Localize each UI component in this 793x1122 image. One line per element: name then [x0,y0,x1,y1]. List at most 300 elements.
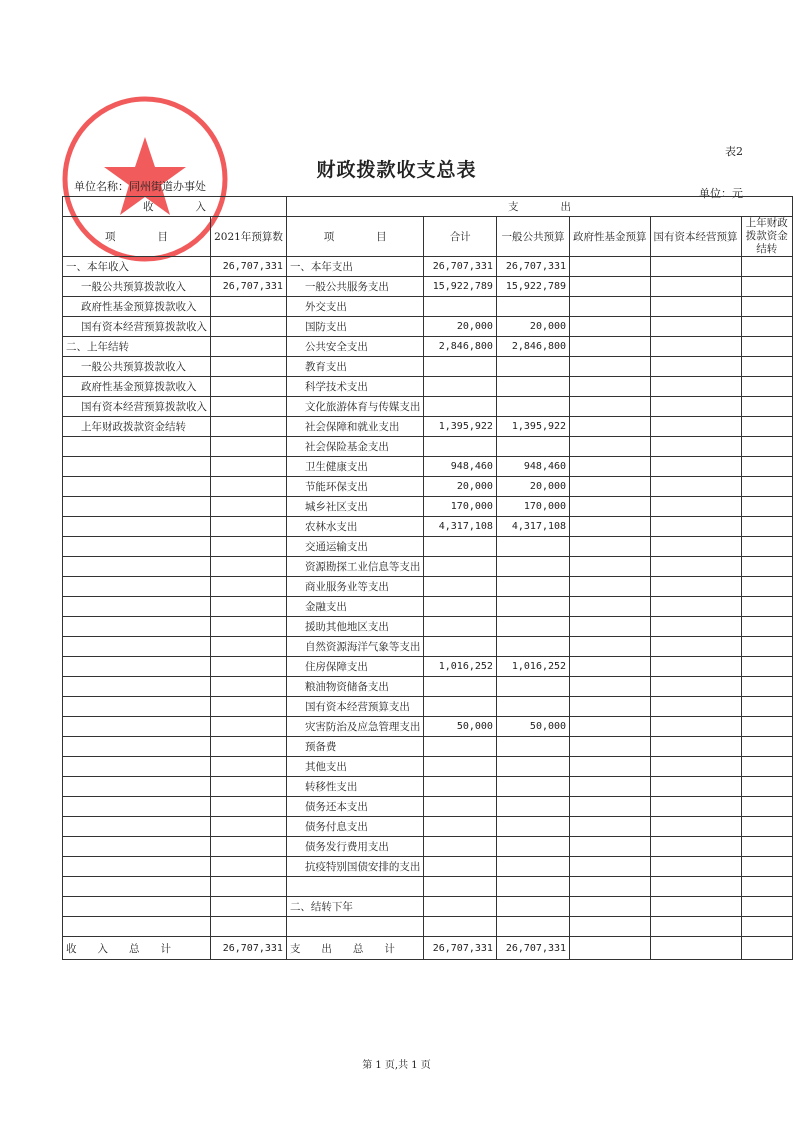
income-amount [211,917,287,937]
income-amount [211,857,287,877]
carryover-amount [741,577,792,597]
col-state-capital: 国有资本经营预算 [650,217,741,257]
gov-fund-amount [570,637,651,657]
gov-fund-amount [570,457,651,477]
expense-item: 文化旅游体育与传媒支出 [286,397,424,417]
table-row [63,757,793,777]
income-amount [211,697,287,717]
expense-total: 948,460 [424,457,497,477]
state-capital-amount [650,417,741,437]
gov-fund-amount [570,617,651,637]
state-capital-amount [650,377,741,397]
income-item [63,617,211,637]
table-row [63,617,793,637]
income-amount [211,897,287,917]
state-capital-amount [650,857,741,877]
expense-item: 公共安全支出 [286,337,424,357]
income-amount [211,677,287,697]
expense-total [424,597,497,617]
income-amount [211,297,287,317]
general-budget-amount [496,817,569,837]
unit-name: 单位名称：同州街道办事处 [74,180,206,193]
income-item: 一般公共预算拨款收入 [63,277,211,297]
state-capital-amount [650,337,741,357]
expense-item: 援助其他地区支出 [286,617,424,637]
expense-total [424,557,497,577]
income-item [63,877,211,897]
carryover-amount [741,317,792,337]
general-budget-amount: 1,395,922 [496,417,569,437]
state-capital-amount [650,317,741,337]
general-budget-amount: 1,016,252 [496,657,569,677]
table-row [63,717,793,737]
expense-item: 节能环保支出 [286,477,424,497]
expense-total [424,697,497,717]
general-budget-amount [496,857,569,877]
expense-item: 自然资源海洋气象等支出 [286,637,424,657]
table-row [63,317,793,337]
gov-fund-amount [570,437,651,457]
income-item [63,437,211,457]
form-number: 表2 [725,145,743,158]
carryover-amount [741,557,792,577]
expense-item: 社会保障和就业支出 [286,417,424,437]
gov-fund-amount [570,417,651,437]
table-row [63,577,793,597]
expense-item: 国防支出 [286,317,424,337]
state-capital-amount [650,397,741,417]
state-capital-amount [650,817,741,837]
income-item [63,817,211,837]
income-amount [211,637,287,657]
gov-fund-amount [570,397,651,417]
expense-total [424,817,497,837]
gov-fund-amount [570,657,651,677]
expense-item: 一般公共服务支出 [286,277,424,297]
table-row [63,817,793,837]
income-amount: 26,707,331 [211,277,287,297]
state-capital-amount [650,457,741,477]
income-item [63,917,211,937]
col-expense-item: 项 目 [286,217,424,257]
expense-total [424,757,497,777]
carryover-amount [741,537,792,557]
carryover-amount [741,677,792,697]
general-budget-amount: 170,000 [496,497,569,517]
page-footer: 第 1 页,共 1 页 [362,1060,431,1071]
state-capital-amount [650,597,741,617]
income-amount [211,577,287,597]
expense-grand-total: 26,707,331 [424,937,497,960]
table-row [63,437,793,457]
carryover-amount [741,897,792,917]
table-row [63,657,793,677]
expense-total [424,297,497,317]
gov-fund-amount [570,757,651,777]
col-gov-fund: 政府性基金预算 [570,217,651,257]
income-item [63,737,211,757]
gov-fund-total [570,937,651,960]
expense-total [424,777,497,797]
expense-item: 社会保险基金支出 [286,437,424,457]
page-title: 财政拨款收支总表 [316,159,477,181]
state-capital-amount [650,297,741,317]
table-row [63,697,793,717]
state-capital-amount [650,917,741,937]
table-row [63,497,793,517]
income-amount [211,457,287,477]
income-amount [211,517,287,537]
expense-total [424,377,497,397]
expense-item [286,877,424,897]
carryover-amount [741,597,792,617]
carryover-amount [741,777,792,797]
income-amount [211,657,287,677]
carryover-amount [741,277,792,297]
gov-fund-amount [570,497,651,517]
gov-fund-amount [570,677,651,697]
expense-item: 债务发行费用支出 [286,837,424,857]
income-amount [211,537,287,557]
carryover-amount [741,477,792,497]
expense-item: 城乡社区支出 [286,497,424,517]
expense-total [424,637,497,657]
general-budget-amount [496,797,569,817]
col-carryover: 上年财政拨款资金结转 [741,217,792,257]
gov-fund-amount [570,277,651,297]
state-capital-amount [650,657,741,677]
gov-fund-amount [570,377,651,397]
gov-fund-amount [570,897,651,917]
table-row [63,917,793,937]
expense-item: 债务付息支出 [286,817,424,837]
income-item [63,517,211,537]
gov-fund-amount [570,837,651,857]
income-item [63,757,211,777]
state-capital-amount [650,897,741,917]
carryover-amount [741,437,792,457]
expense-total: 20,000 [424,317,497,337]
general-budget-total: 26,707,331 [496,937,569,960]
gov-fund-amount [570,577,651,597]
general-budget-amount [496,577,569,597]
carryover-amount [741,817,792,837]
general-budget-amount [496,757,569,777]
state-capital-amount [650,797,741,817]
expense-item: 二、结转下年 [286,897,424,917]
gov-fund-amount [570,877,651,897]
carryover-total [741,937,792,960]
income-amount [211,477,287,497]
income-item [63,597,211,617]
income-item: 政府性基金预算拨款收入 [63,297,211,317]
general-budget-amount [496,557,569,577]
expense-item: 商业服务业等支出 [286,577,424,597]
carryover-amount [741,697,792,717]
income-item [63,697,211,717]
gov-fund-amount [570,797,651,817]
carryover-amount [741,737,792,757]
header-row-columns [63,217,793,257]
state-capital-amount [650,557,741,577]
state-capital-amount [650,537,741,557]
income-item [63,577,211,597]
income-item: 国有资本经营预算拨款收入 [63,397,211,417]
expense-item: 转移性支出 [286,777,424,797]
expense-total [424,617,497,637]
gov-fund-amount [570,537,651,557]
table-row [63,257,793,277]
carryover-amount [741,617,792,637]
income-amount [211,377,287,397]
gov-fund-amount [570,557,651,577]
table-row [63,457,793,477]
carryover-amount [741,657,792,677]
carryover-amount [741,297,792,317]
table-row [63,397,793,417]
expense-total: 50,000 [424,717,497,737]
expense-item: 外交支出 [286,297,424,317]
carryover-amount [741,417,792,437]
income-item [63,797,211,817]
carryover-amount [741,917,792,937]
income-amount [211,417,287,437]
income-item: 二、上年结转 [63,337,211,357]
income-amount [211,717,287,737]
table-row [63,337,793,357]
general-budget-amount [496,377,569,397]
expense-item: 国有资本经营预算支出 [286,697,424,717]
expense-total-label: 支 出 总 计 [286,937,424,960]
totals-row [63,937,793,960]
expense-item [286,917,424,937]
gov-fund-amount [570,297,651,317]
expense-item: 资源勘探工业信息等支出 [286,557,424,577]
carryover-amount [741,257,792,277]
income-total-amount: 26,707,331 [211,937,287,960]
income-item [63,897,211,917]
income-item [63,837,211,857]
gov-fund-amount [570,357,651,377]
general-budget-amount [496,917,569,937]
general-budget-amount [496,537,569,557]
col-general-budget: 一般公共预算 [496,217,569,257]
expense-total: 26,707,331 [424,257,497,277]
general-budget-amount [496,297,569,317]
general-budget-amount: 26,707,331 [496,257,569,277]
gov-fund-amount [570,737,651,757]
general-budget-amount [496,397,569,417]
income-item [63,657,211,677]
expense-item: 抗疫特别国债安排的支出 [286,857,424,877]
state-capital-amount [650,357,741,377]
expense-total: 4,317,108 [424,517,497,537]
income-item: 上年财政拨款资金结转 [63,417,211,437]
income-amount [211,357,287,377]
income-amount [211,817,287,837]
general-budget-amount: 2,846,800 [496,337,569,357]
general-budget-amount [496,677,569,697]
gov-fund-amount [570,337,651,357]
state-capital-amount [650,837,741,857]
general-budget-amount: 15,922,789 [496,277,569,297]
gov-fund-amount [570,697,651,717]
expense-total [424,917,497,937]
general-budget-amount [496,437,569,457]
expense-total: 170,000 [424,497,497,517]
income-amount [211,737,287,757]
carryover-amount [741,837,792,857]
expense-item: 粮油物资储备支出 [286,677,424,697]
carryover-amount [741,497,792,517]
table-row [63,537,793,557]
expense-total [424,877,497,897]
general-budget-amount [496,837,569,857]
expense-item: 教育支出 [286,357,424,377]
general-budget-amount [496,357,569,377]
carryover-amount [741,457,792,477]
carryover-amount [741,517,792,537]
expense-item: 其他支出 [286,757,424,777]
state-capital-total [650,937,741,960]
income-amount [211,597,287,617]
gov-fund-amount [570,817,651,837]
income-item [63,637,211,657]
table-row [63,377,793,397]
state-capital-amount [650,737,741,757]
col-income-item: 项 目 [63,217,211,257]
expense-item: 卫生健康支出 [286,457,424,477]
state-capital-amount [650,717,741,737]
income-amount [211,837,287,857]
income-item [63,457,211,477]
income-amount [211,557,287,577]
general-budget-amount [496,697,569,717]
expense-total [424,577,497,597]
general-budget-amount [496,877,569,897]
expense-item: 科学技术支出 [286,377,424,397]
table-row [63,517,793,537]
state-capital-amount [650,877,741,897]
table-row [63,297,793,317]
general-budget-amount: 4,317,108 [496,517,569,537]
gov-fund-amount [570,257,651,277]
general-budget-amount: 20,000 [496,477,569,497]
carryover-amount [741,717,792,737]
general-budget-amount [496,897,569,917]
expense-item: 灾害防治及应急管理支出 [286,717,424,737]
state-capital-amount [650,777,741,797]
income-amount [211,397,287,417]
income-item: 国有资本经营预算拨款收入 [63,317,211,337]
col-total: 合计 [424,217,497,257]
expense-total [424,737,497,757]
income-item: 一般公共预算拨款收入 [63,357,211,377]
table-row [63,797,793,817]
header-row-group [63,197,793,217]
state-capital-amount [650,437,741,457]
expense-item: 一、本年支出 [286,257,424,277]
general-budget-amount: 50,000 [496,717,569,737]
carryover-amount [741,377,792,397]
expense-total [424,537,497,557]
table-row [63,277,793,297]
carryover-amount [741,757,792,777]
general-budget-amount: 20,000 [496,317,569,337]
income-total-label: 收 入 总 计 [63,937,211,960]
state-capital-amount [650,477,741,497]
carryover-amount [741,337,792,357]
expense-item: 住房保障支出 [286,657,424,677]
income-item [63,777,211,797]
table-row [63,677,793,697]
expense-total: 1,016,252 [424,657,497,677]
income-header: 收 入 [63,197,287,217]
gov-fund-amount [570,857,651,877]
expense-total [424,677,497,697]
income-amount [211,617,287,637]
expense-total [424,437,497,457]
expense-item: 农林水支出 [286,517,424,537]
income-item [63,677,211,697]
state-capital-amount [650,677,741,697]
table-row [63,897,793,917]
general-budget-amount [496,737,569,757]
currency-unit: 单位：元 [699,187,743,200]
income-item [63,717,211,737]
state-capital-amount [650,577,741,597]
carryover-amount [741,397,792,417]
gov-fund-amount [570,517,651,537]
carryover-amount [741,637,792,657]
income-item [63,497,211,517]
expense-total [424,837,497,857]
income-amount [211,777,287,797]
table-row [63,637,793,657]
state-capital-amount [650,697,741,717]
carryover-amount [741,797,792,817]
gov-fund-amount [570,717,651,737]
income-amount [211,337,287,357]
state-capital-amount [650,757,741,777]
general-budget-amount [496,637,569,657]
income-amount [211,497,287,517]
expense-total [424,897,497,917]
table-row [63,357,793,377]
general-budget-amount [496,617,569,637]
state-capital-amount [650,517,741,537]
carryover-amount [741,857,792,877]
general-budget-amount [496,777,569,797]
income-item: 政府性基金预算拨款收入 [63,377,211,397]
income-item [63,537,211,557]
income-amount: 26,707,331 [211,257,287,277]
state-capital-amount [650,497,741,517]
general-budget-amount: 948,460 [496,457,569,477]
carryover-amount [741,877,792,897]
income-amount [211,317,287,337]
expense-total: 15,922,789 [424,277,497,297]
expense-item: 交通运输支出 [286,537,424,557]
income-item [63,557,211,577]
table-row [63,737,793,757]
general-budget-amount [496,597,569,617]
gov-fund-amount [570,477,651,497]
expense-header: 支 出 [286,197,792,217]
state-capital-amount [650,257,741,277]
gov-fund-amount [570,917,651,937]
income-amount [211,757,287,777]
